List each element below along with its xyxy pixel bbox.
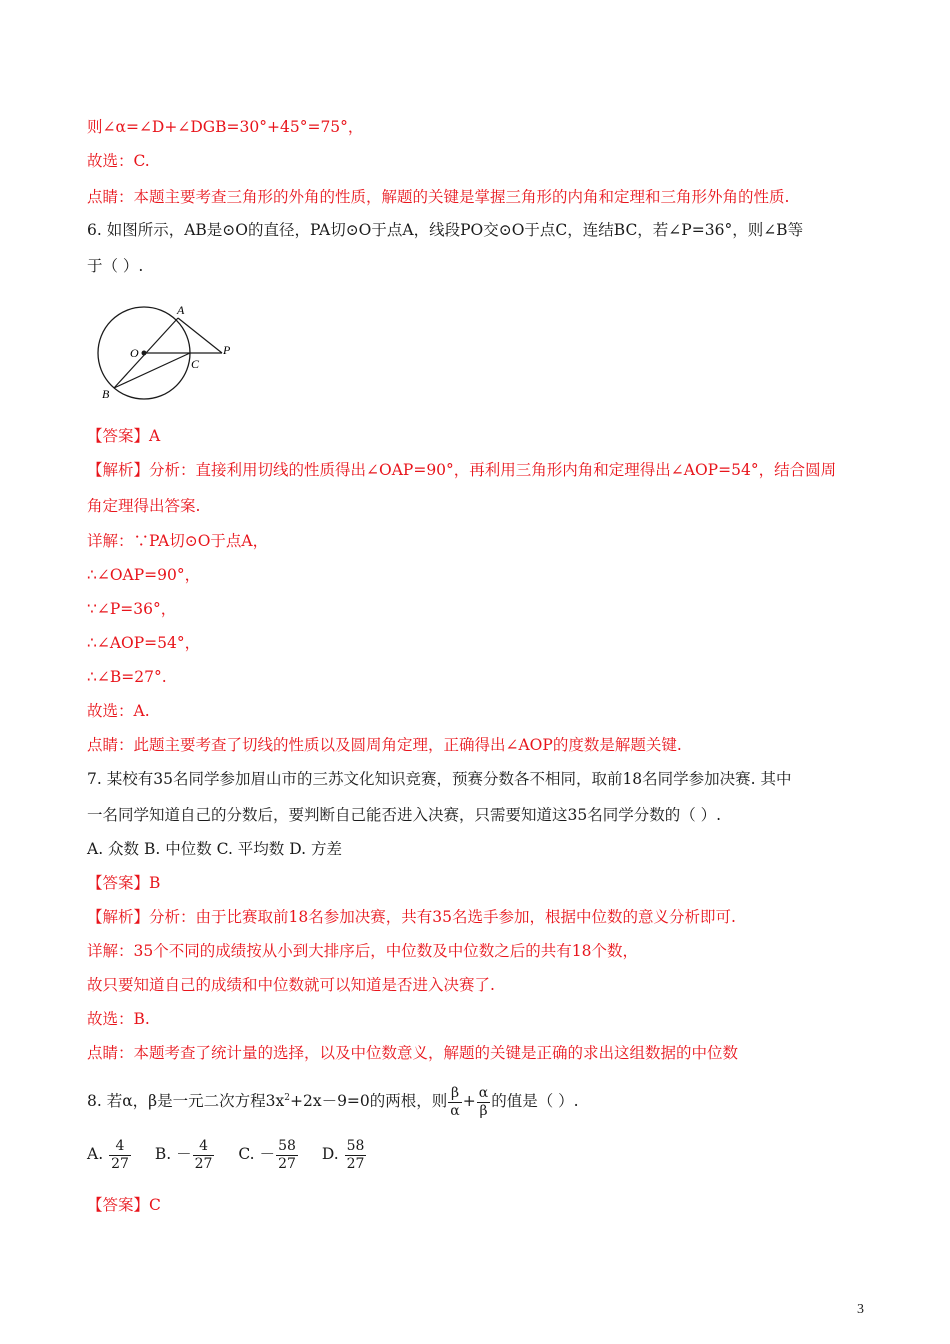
page-number: 3 [857, 1302, 864, 1317]
analysis-7-line1: 【解析】分析：由于比赛取前18名参加决赛，共有35名选手参加，根据中位数的意义分析即可. [87, 908, 736, 926]
analysis-7-line4: 故选：B. [87, 1010, 150, 1028]
tangent-pa [178, 318, 222, 353]
analysis-6-line1: 【解析】分析：直接利用切线的性质得出∠OAP=90°，再利用三角形内角和定理得出∠AOP=54°，结合圆周 [87, 461, 837, 479]
center-point [142, 351, 147, 356]
option-b: B. － $\frac{4}{27}$ [154, 1137, 213, 1172]
question-7-line1: 7. 某校有35名同学参加眉山市的三苏文化知识竞赛，预赛分数各不相同，取前18名同学参加决赛. 其中 [87, 770, 792, 788]
analysis-7-line5: 点睛：本题考查了统计量的选择，以及中位数意义，解题的关键是正确的求出这组数据的中位数 [87, 1044, 739, 1062]
question-7-options: A. 众数 B. 中位数 C. 平均数 D. 方差 [87, 840, 342, 858]
question-8-options [87, 1134, 385, 1174]
analysis-6-line4: ∴∠OAP=90°， [87, 566, 201, 584]
label-p: P [223, 343, 231, 357]
analysis-7-line3: 故只要知道自己的成绩和中位数就可以知道是否进入决赛了. [87, 976, 495, 994]
question-8: 8. 若α，β是一元二次方程$3x^2+2x-9=0$的两根，则 $\frac{\beta}{\alpha}$ + $\frac{\alpha}{\beta}$ 的值是（ ）. [87, 1084, 579, 1119]
analysis-6-line7: ∴∠B=27°. [87, 668, 167, 686]
fraction-beta-over-alpha: $\frac{\beta}{\alpha}$ [450, 1084, 460, 1119]
analysis-6-line3: 详解：∵PA切⊙O于点A， [87, 532, 269, 550]
question-6-line2: 于（ ）. [87, 257, 144, 275]
answer-7: 【答案】B [87, 874, 161, 892]
option-d: D. $\frac{58}{27}$ [321, 1137, 365, 1172]
label-b: B [102, 387, 110, 401]
option-a: A. $\frac{4}{27}$ [87, 1137, 129, 1172]
label-a: A [177, 303, 185, 317]
answer-6: 【答案】A [87, 427, 161, 445]
question-6-line1: 6. 如图所示，AB是⊙O的直径，PA切⊙O于点A，线段PO交⊙O于点C，连结BC，若∠P=36°，则∠B等 [87, 221, 804, 239]
option-c: C. － $\frac{58}{27}$ [238, 1137, 296, 1172]
analysis-7-line2: 详解：35个不同的成绩按从小到大排序后，中位数及中位数之后的共有18个数， [87, 942, 638, 960]
analysis-6-line8: 故选：A. [87, 702, 150, 720]
text-line: 点睛：本题主要考查三角形的外角的性质，解题的关键是掌握三角形的内角和定理和三角形外角的性质. [87, 188, 790, 206]
fraction-alpha-over-beta: $\frac{\alpha}{\beta}$ [478, 1084, 489, 1119]
circle-tangent-figure [92, 300, 252, 408]
text-line: 故选：C. [87, 152, 150, 170]
analysis-6-line2: 角定理得出答案. [87, 497, 201, 515]
answer-8: 【答案】C [87, 1196, 161, 1214]
analysis-6-line6: ∴∠AOP=54°， [87, 634, 201, 652]
label-o: O [130, 346, 139, 360]
analysis-6-line9: 点睛：此题主要考查了切线的性质以及圆周角定理，正确得出∠AOP的度数是解题关键. [87, 736, 682, 754]
label-c: C [191, 357, 200, 371]
text-line: 则∠α=∠D+∠DGB=30°+45°=75°， [87, 118, 364, 136]
analysis-6-line5: ∵∠P=36°， [87, 600, 177, 618]
question-7-line2: 一名同学知道自己的分数后，要判断自己能否进入决赛，只需要知道这35名同学分数的（ ）. [87, 806, 722, 824]
